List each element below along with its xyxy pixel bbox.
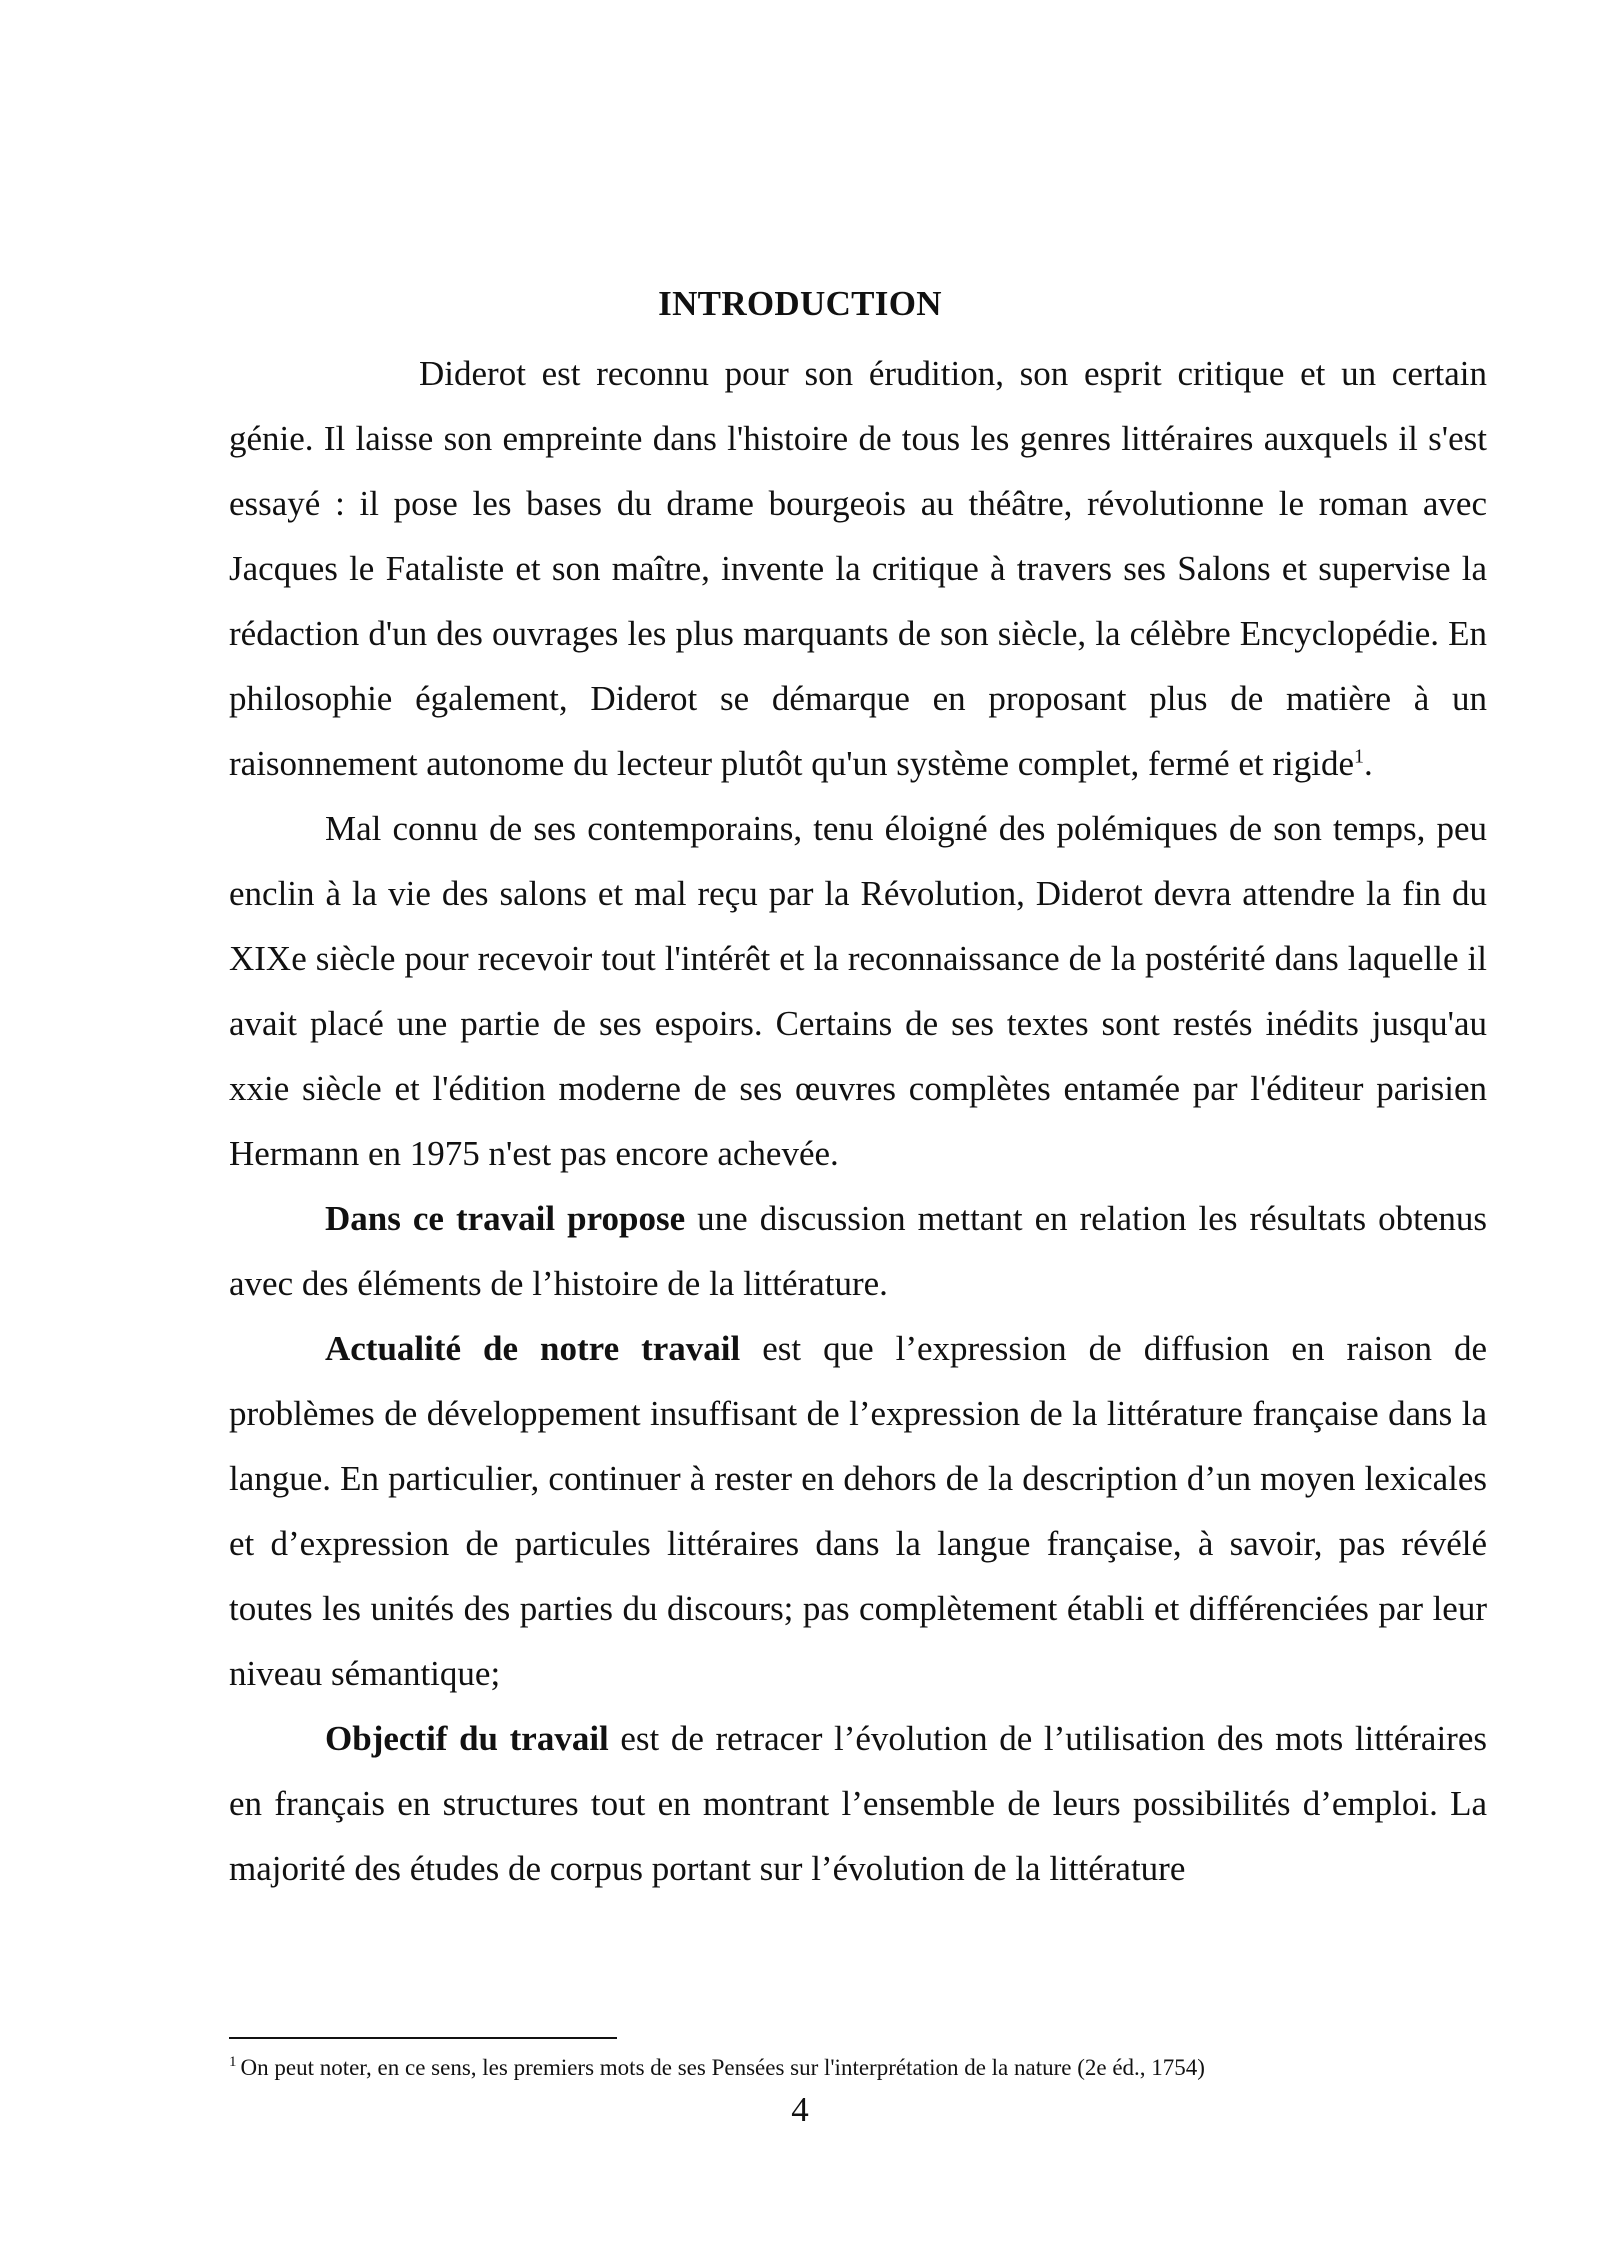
page-number: 4 <box>791 2090 809 2129</box>
footnote-separator <box>229 2037 617 2039</box>
paragraph-5 <box>229 1706 1487 1901</box>
paragraph-3 <box>229 1186 1487 1316</box>
paragraph-3-lead: Dans ce travail propose <box>325 1199 686 1238</box>
paragraph-4 <box>229 1316 1487 1706</box>
paragraph-1-text: Diderot est reconnu pour son érudition, son esprit critique et un certain génie. Il laisse son empreinte dans l'histoire de tous les genres littéraires auxquels il s'est essayé : il pose les bases du drame bourgeois au théâtre, révolutionne le roman avec Jacques le Fataliste et son maître, invente la critique à travers ses Salons et supervise la rédaction d'un des ouvrages les plus marquants de son siècle, la célèbre Encyclopédie. En philosophie également, Diderot se démarque en proposant plus de matière à un raisonnement autonome du lecteur plutôt qu'un système complet, fermé et rigide <box>229 354 1487 783</box>
paragraph-3-text: une discussion mettant en relation les résultats obtenus avec des éléments de l’histoire de la littérature. <box>229 1199 1487 1303</box>
paragraph-1 <box>229 341 1487 796</box>
paragraph-5-text: est de retracer l’évolution de l’utilisation des mots littéraires en français en structures tout en montrant l’ensemble de leurs possibilités d’emploi. La majorité des études de corpus portant sur l’évolution de la littérature <box>229 1719 1487 1888</box>
paragraph-2: Mal connu de ses contemporains, tenu éloigné des polémiques de son temps, peu enclin à la vie des salons et mal reçu par la Révolution, Diderot devra attendre la fin du XIXe siècle pour recevoir tout l'intérêt et la reconnaissance de la postérité dans laquelle il avait placé une partie de ses espoirs. Certains de ses textes sont restés inédits jusqu'au xxie siècle et l'édition moderne de ses œuvres complètes entamée par l'éditeur parisien Hermann en 1975 n'est pas encore achevée. <box>229 809 1487 1173</box>
footnote-text: On peut noter, en ce sens, les premiers mots de ses Pensées sur l'interprétation de la nature (2e éd., 1754) <box>240 2055 1205 2080</box>
footnote-mark: 1 <box>229 2054 237 2071</box>
paragraph-5-lead: Objectif du travail <box>325 1719 609 1758</box>
footnote-reference: 1 <box>1354 745 1365 768</box>
paragraph-4-lead: Actualité de notre travail <box>325 1329 741 1368</box>
footnote <box>229 2052 1489 2084</box>
section-title: INTRODUCTION <box>658 284 942 323</box>
paragraph-4-text: est que l’expression de diffusion en raison de problèmes de développement insuffisant de l’expression de la littérature française dans la langue. En particulier, continuer à rester en dehors de la description d’un moyen lexicales et d’expression de particules littéraires dans la langue française, à savoir, pas révélé toutes les unités des parties du discours; pas complètement établi et différenciées par leur niveau sémantique; <box>229 1329 1488 1693</box>
body-text <box>229 341 1487 1901</box>
paragraph-1-end: . <box>1364 744 1373 783</box>
